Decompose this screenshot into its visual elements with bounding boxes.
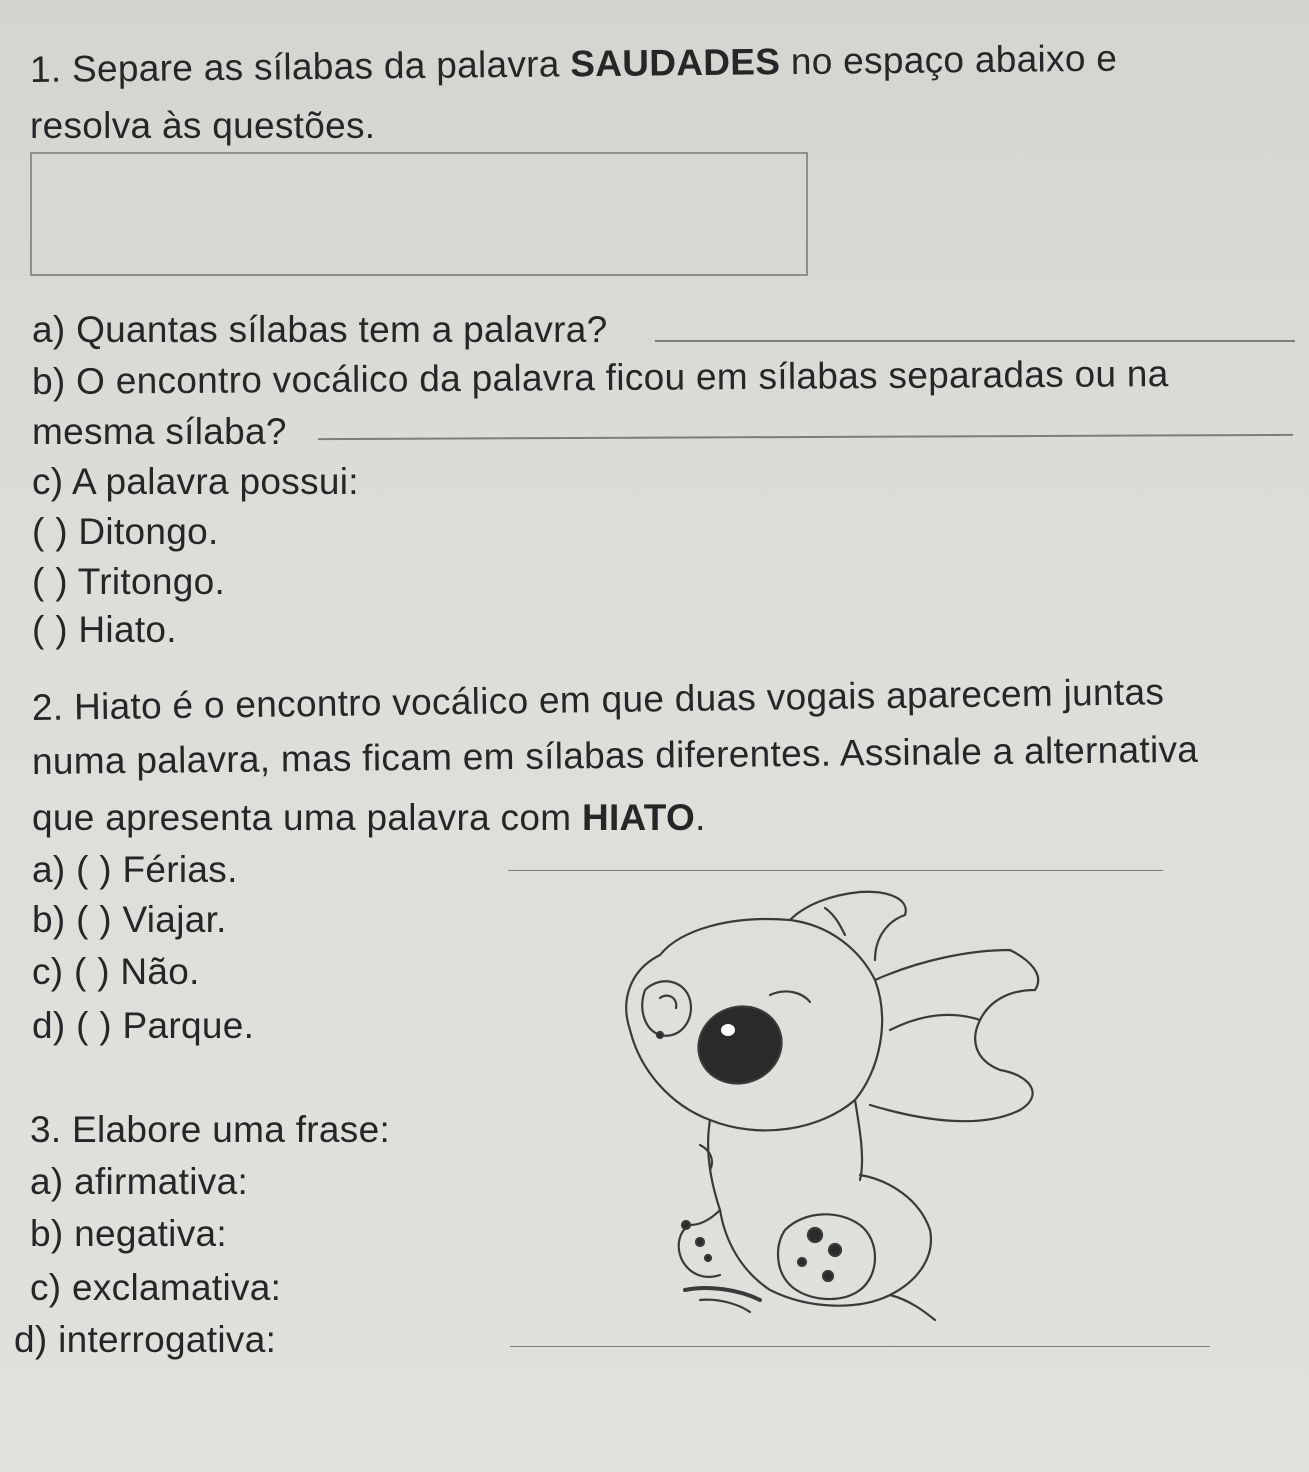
- q2-guide-line: [508, 870, 1163, 871]
- q3-item-negativa: b) negativa:: [30, 1213, 227, 1254]
- q1-prompt-text: 1. Separe as sílabas da palavra: [29, 43, 571, 90]
- q2-prompt-line3: [32, 796, 706, 840]
- q1-option-hiato[interactable]: ( ) Hiato.: [32, 609, 177, 650]
- q2-keyword: HIATO: [581, 797, 696, 838]
- q2-prompt-line1: 2. Hiato é o encontro vocálico em que duas vogais aparecem juntas: [31, 671, 1165, 728]
- q2-prompt-period: .: [695, 797, 706, 838]
- q2-option-ferias[interactable]: a) ( ) Férias.: [32, 849, 238, 890]
- q3-item-afirmativa: a) afirmativa:: [30, 1161, 249, 1202]
- q1-question-a: a) Quantas sílabas tem a palavra?: [32, 309, 608, 350]
- q1-answer-line-b[interactable]: [318, 434, 1293, 440]
- syllable-answer-box[interactable]: [30, 152, 808, 276]
- q3-title: 3. Elabore uma frase:: [30, 1109, 391, 1150]
- q1-prompt-text-end: no espaço abaixo e: [780, 37, 1118, 83]
- q1-prompt-line1: [30, 37, 1118, 92]
- q1-prompt-line2: resolva às questões.: [30, 105, 376, 146]
- q1-word: SAUDADES: [570, 41, 781, 85]
- q1-question-c: c) A palavra possui:: [32, 461, 359, 502]
- q2-option-nao[interactable]: c) ( ) Não.: [32, 951, 200, 992]
- q3-item-interrogativa: d) interrogativa:: [14, 1319, 277, 1360]
- q1-question-b-line1: b) O encontro vocálico da palavra ficou em sílabas separadas ou na: [31, 353, 1169, 402]
- q3-item-exclamativa: c) exclamativa:: [30, 1267, 282, 1308]
- q1-question-b-line2: mesma sílaba?: [32, 411, 287, 452]
- q2-option-parque[interactable]: d) ( ) Parque.: [32, 1005, 255, 1046]
- q1-option-tritongo[interactable]: ( ) Tritongo.: [32, 561, 226, 602]
- q1-answer-line-a[interactable]: [655, 340, 1295, 342]
- q2-prompt-text: que apresenta uma palavra com: [32, 797, 582, 838]
- q2-option-viajar[interactable]: b) ( ) Viajar.: [32, 899, 227, 940]
- q2-prompt-line2: numa palavra, mas ficam em sílabas diferentes. Assinale a alternativa: [31, 728, 1199, 782]
- q1-option-ditongo[interactable]: ( ) Ditongo.: [32, 511, 219, 552]
- stitch-cartoon-illustration: [590, 880, 1070, 1350]
